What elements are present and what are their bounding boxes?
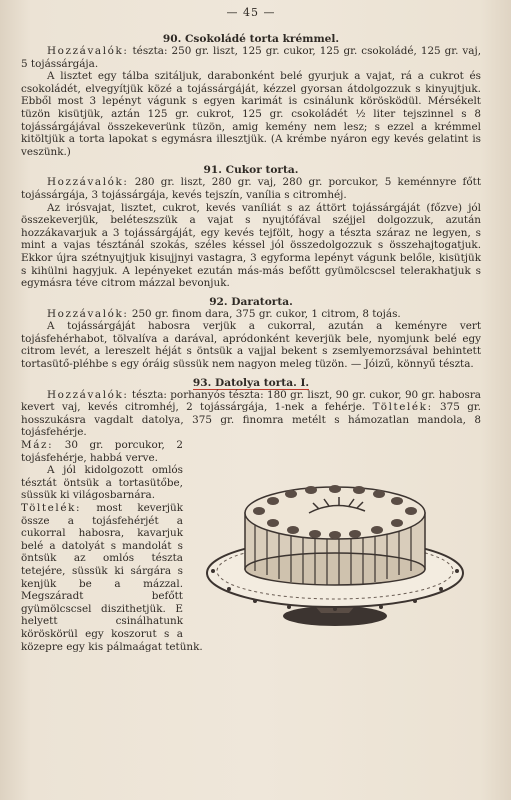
recipe-91 <box>21 164 481 289</box>
recipe-ingredients <box>21 389 481 439</box>
glaze-text: 30 gr. porcukor, 2 tojásfehérje, habbá verve. <box>21 439 183 464</box>
recipe-body-1: A jól kidolgozott omlós tésztát öntsük a tortasütőbe, süssük ki világosbarnára. <box>21 464 183 502</box>
recipe-ingredients <box>21 176 481 201</box>
recipe-title: 92. Daratorta. <box>209 295 293 308</box>
ingredients-label: Hozzávalók: <box>47 45 129 57</box>
recipe-90 <box>21 33 481 158</box>
ingredients-label: Hozzávalók: <box>47 307 129 320</box>
recipe-92 <box>21 296 481 371</box>
filling-step-text: most keverjük össze a tojásfehérjét a cukorral habosra, kavarjuk belé a datolyát s mandolát s öntsük az omlós tészta tetejére, süssük ki sárgára s kenjük be a mázzal. Megszáradt befőtt gyümölcscsel diszithetjük. E helyett csinálhatunk köröskörül egy koszorut s a közepre egy kis pálmaágat tetünk. <box>21 502 203 653</box>
recipe-93 <box>21 377 481 653</box>
ingredients-label: Hozzávalók: <box>47 388 129 401</box>
cake-drawing <box>189 441 481 631</box>
recipe-title <box>21 377 481 389</box>
cake-illustration <box>189 441 481 631</box>
recipe-body: Az irósvajat, lisztet, cukrot, kevés vaníliát s az áttört tojássárgáját (főzve) jól összekeverjük, beléteszszük a vajat s nyujtófával széjjel dolgozzuk, azután hozzákavarjuk a 3 tojássárgáját, egy kevés tejfölt, hogy a tészta száraz ne legyen, s mint a vajas tésztánál szokás, széles késsel jól összedolgozzuk s összehajtogatjuk. Ekkor újra szétnyujtjuk kisujjnyi vastagra, 3 egyforma lepényt vágunk belőle, kisütjük s kihülni hagyjuk. A lepényeket ezután más-más befőtt gyümölcscsel telerakhatjuk s egymásra téve citrom mázzal bevonjuk. <box>21 201 481 290</box>
ingredients-text: 280 gr. liszt, 280 gr. vaj, 280 gr. porcukor, 5 keménnyre főtt tojássárgája, 3 tojássárgája, kevés tejszín, vanília s citromhéj. <box>21 176 481 201</box>
filling-text: 375 gr. hosszukásra vagdalt datolya, 375 gr. finomra metélt s hámozatlan mandola, 8 tojásfehérje. <box>21 401 481 439</box>
filling-label: Töltelék: <box>372 401 433 414</box>
ingredients-text: tészta: 250 gr. liszt, 125 gr. cukor, 125 gr. csokoládé, 125 gr. vaj, 5 tojássárgája. <box>21 45 481 70</box>
ingredients-label: Hozzávalók: <box>47 176 129 189</box>
recipe-title: 91. Cukor torta. <box>203 164 299 177</box>
filling-step-label: Töltelék: <box>21 502 82 514</box>
glaze-label: Máz: <box>21 439 54 452</box>
recipe-title: 90. Csokoládé torta krémmel. <box>162 33 340 45</box>
page-number: — 45 — <box>226 6 276 19</box>
ingredients-text: tészta: porhanyós tészta: 180 gr. liszt, 90 gr. cukor, 90 gr. habosra kevert vaj, kevés citromhéj, 2 tojássárgája, 1-nek a fehérje. <box>21 388 481 414</box>
recipe-ingredients <box>21 45 481 70</box>
recipe-title-text: 93. Datolya torta. I. <box>192 376 310 389</box>
recipe-ingredients <box>21 308 481 321</box>
recipe-body: A tojássárgáját habosra verjük a cukorral, azután a keményre vert tojásfehérhabot, tölvalíva a darával, apródonként keverjük bele, nyomjunk belé egy citrom levét, a lereszelt héját s öntsük a vajjal bekent s zsemlyemorzsával behintett tortasütő-pléhbe s egy óráig süssük nem nagyon meleg tüzön. — Jóizű, könnyű tészta. <box>21 320 481 371</box>
recipe-body: A lisztet egy tálba szitáljuk, darabonként belé gyurjuk a vajat, rá a cukrot és csokoládét, elvegyítjük közé a tojássárgáját, kézzel gyorsan átdolgozzuk s kinyujtjuk. Ebből most 3 lepényt vágunk s egyen karimát is csinálunk körösködül. Mérsékelt tüzön kisütjük, aztán 125 gr. cukrot, 125 gr. csokoládét ½ liter tejszinnel s 8 tojássárgájával összekeverünk tüzön, amig kemény nem lesz; s ezzel a krémmel kitöltjük a torta lapokat s egymásra illesztjük. (A krémbe nyáron egy kevés gelatint is veszünk.) <box>21 70 481 158</box>
ingredients-text: 250 gr. finom dara, 375 gr. cukor, 1 citrom, 8 tojás. <box>131 307 401 320</box>
